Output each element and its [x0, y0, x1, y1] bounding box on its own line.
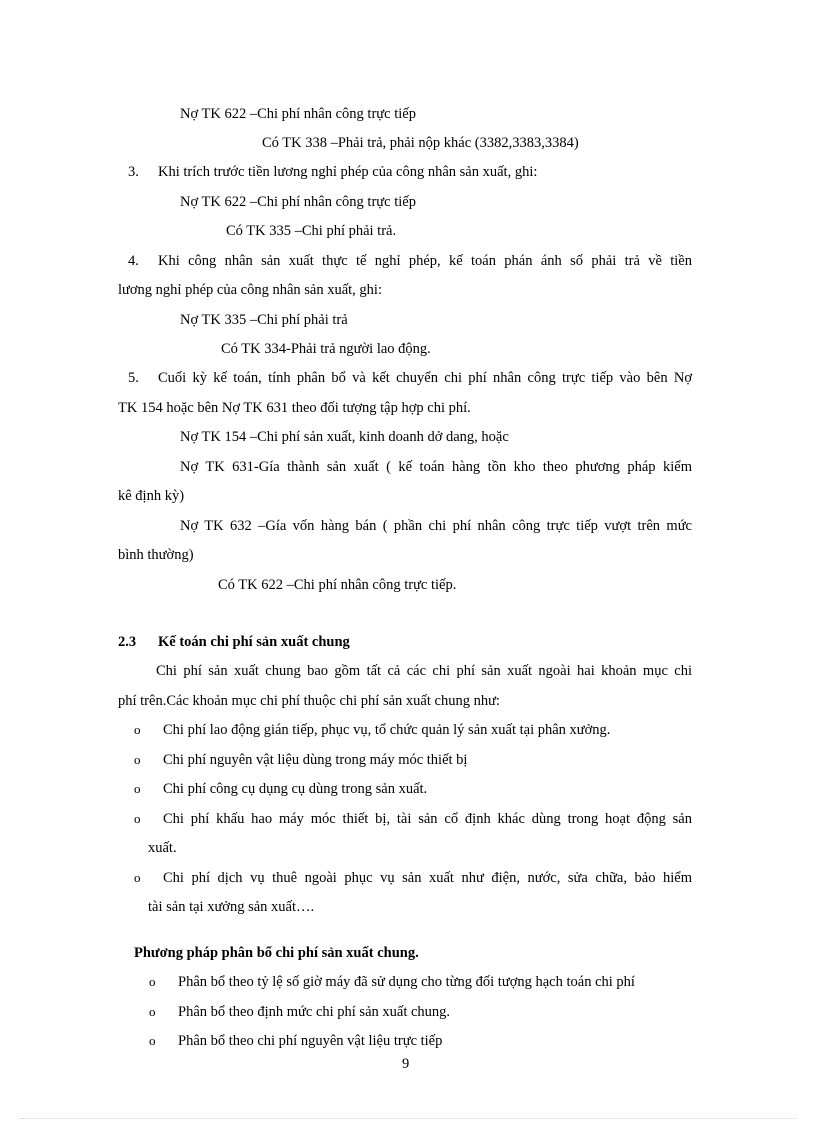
entry-debit-631: Nợ TK 631-Gía thành sản xuất ( kế toán hàng tồn kho theo phương pháp kiểm [180, 459, 692, 475]
entry-debit-622-b: Nợ TK 622 –Chi phí nhân công trực tiếp [180, 194, 416, 210]
intro-paragraph-cont: phí trên.Các khoản mục chi phí thuộc chi phí sản xuất chung như: [118, 693, 500, 709]
entry-debit-631-cont: kê định kỳ) [118, 488, 185, 504]
method-item: Phân bổ theo định mức chi phí sản xuất chung. [178, 1004, 451, 1020]
entry-debit-154: Nợ TK 154 –Chi phí sản xuất, kinh doanh dở dang, hoặc [180, 429, 509, 445]
bullet-item: Chi phí khấu hao máy móc thiết bị, tài sản cố định khác dùng trong hoạt động sản [163, 811, 692, 827]
section-title: Kế toán chi phí sản xuất chung [158, 634, 350, 650]
step-4-text: Khi công nhân sản xuất thực tế nghỉ phép, kế toán phán ánh số phải trả về tiền [158, 253, 692, 269]
entry-credit-335: Có TK 335 –Chi phí phải trả. [226, 223, 397, 239]
bullet-item: Chi phí nguyên vật liệu dùng trong máy móc thiết bị [163, 752, 468, 768]
bullet-icon: o [134, 781, 141, 796]
bullet-icon: o [149, 1033, 156, 1048]
page-bottom-divider [20, 1118, 796, 1119]
bullet-item-cont: xuất. [148, 840, 177, 856]
intro-paragraph: Chi phí sản xuất chung bao gồm tất cả các chi phí sản xuất ngoài hai khoản mục chi [156, 663, 692, 679]
step-4-text-cont: lương nghỉ phép của công nhân sản xuất, ghi: [118, 282, 382, 298]
section-number: 2.3 [118, 634, 137, 650]
bullet-item-cont: tài sản tại xưởng sản xuất…. [148, 899, 315, 915]
method-heading: Phương pháp phân bổ chi phí sản xuất chung. [134, 945, 419, 961]
list-number-5: 5. [128, 370, 139, 386]
bullet-icon: o [134, 752, 141, 767]
entry-debit-632: Nợ TK 632 –Gía vốn hàng bán ( phần chi phí nhân công trực tiếp vượt trên mức [180, 518, 692, 534]
method-item: Phân bổ theo tỷ lệ số giờ máy đã sử dụng cho từng đối tượng hạch toán chi phí [178, 974, 635, 990]
bullet-icon: o [149, 974, 156, 989]
step-5-text: Cuối kỳ kế toán, tính phân bổ và kết chuyển chi phí nhân công trực tiếp vào bên Nợ [158, 370, 692, 386]
bullet-item: Chi phí lao động gián tiếp, phục vụ, tổ chức quản lý sản xuất tại phân xưởng. [163, 722, 611, 738]
bullet-item: Chi phí công cụ dụng cụ dùng trong sản xuất. [163, 781, 428, 797]
page-number: 9 [402, 1056, 410, 1072]
step-5-text-cont: TK 154 hoặc bên Nợ TK 631 theo đối tượng tập hợp chi phí. [118, 400, 471, 416]
method-item: Phân bổ theo chi phí nguyên vật liệu trực tiếp [178, 1033, 443, 1049]
entry-credit-334: Có TK 334-Phải trả người lao động. [221, 341, 431, 357]
step-3-text: Khi trích trước tiền lương nghỉ phép của công nhân sản xuất, ghi: [158, 164, 538, 180]
entry-debit-335: Nợ TK 335 –Chi phí phải trả [180, 312, 348, 328]
bullet-icon: o [134, 870, 141, 885]
list-number-3: 3. [128, 164, 139, 180]
bullet-icon: o [134, 722, 141, 737]
entry-credit-622: Có TK 622 –Chi phí nhân công trực tiếp. [218, 577, 457, 593]
entry-debit-622: Nợ TK 622 –Chi phí nhân công trực tiếp [180, 106, 416, 122]
bullet-icon: o [149, 1004, 156, 1019]
bullet-item: Chi phí dịch vụ thuê ngoài phục vụ sản xuất như điện, nước, sửa chữa, bảo hiểm [163, 870, 692, 886]
entry-debit-632-cont: bình thường) [118, 547, 194, 563]
list-number-4: 4. [128, 253, 139, 269]
entry-credit-338: Có TK 338 –Phải trả, phải nộp khác (3382,3383,3384) [262, 135, 579, 151]
bullet-icon: o [134, 811, 141, 826]
